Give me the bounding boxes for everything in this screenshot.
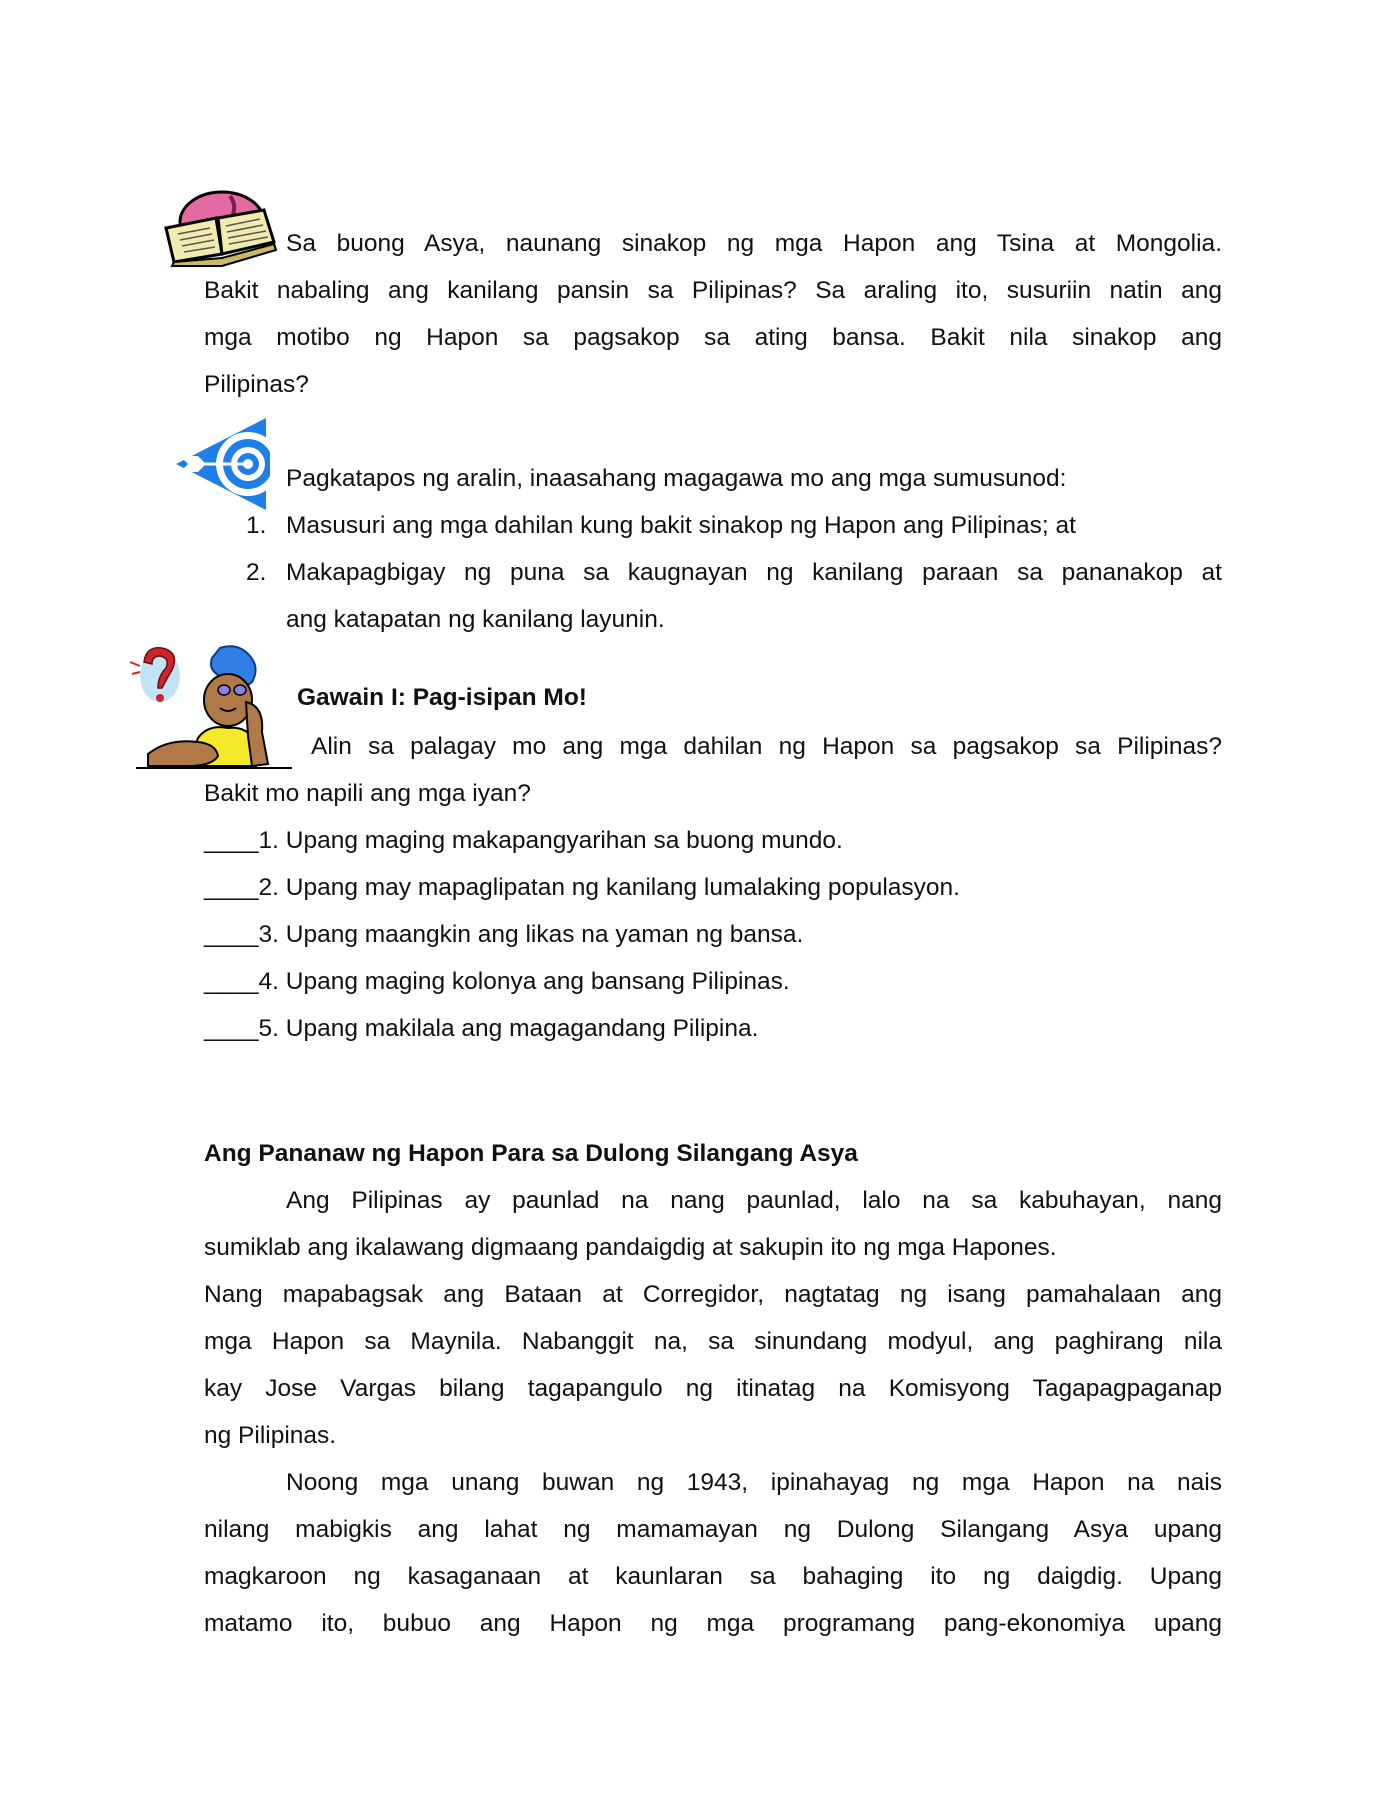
section-line-7: Noong mga unang buwan ng 1943, ipinahayag ng mga Hapon na nais [286, 1469, 1222, 1496]
section-line-8: nilang mabigkis ang lahat ng mamamayan ng Dulong Silangang Asya upang [204, 1516, 1222, 1543]
section-line-5: kay Jose Vargas bilang tagapangulo ng itinatag na Komisyong Tagapagpaganap [204, 1375, 1222, 1402]
objective-item-1-number: 1. [246, 512, 267, 539]
choice-5[interactable] [204, 1014, 758, 1044]
target-arrow-icon [170, 414, 270, 514]
section-line-4: mga Hapon sa Maynila. Nabanggit na, sa sinundang modyul, ang paghirang nila [204, 1328, 1222, 1355]
answer-blank[interactable]: ____ [204, 968, 259, 995]
choice-text: 5. Upang makilala ang magagandang Pilipina. [258, 1015, 759, 1042]
objective-item-1-text: Masusuri ang mga dahilan kung bakit sinakop ng Hapon ang Pilipinas; at [286, 512, 1076, 539]
section-line-1: Ang Pilipinas ay paunlad na nang paunlad, lalo na sa kabuhayan, nang [286, 1187, 1222, 1214]
open-book-icon [160, 188, 280, 268]
choice-2[interactable] [204, 873, 960, 903]
choice-text: 1. Upang maging makapangyarihan sa buong mundo. [258, 827, 843, 854]
thinking-person-question-icon [128, 642, 298, 772]
choice-3[interactable] [204, 920, 803, 950]
section-line-3: Nang mapabagsak ang Bataan at Corregidor, nagtatag ng isang pamahalaan ang [204, 1281, 1222, 1308]
objective-item-2-text: Makapagbigay ng puna sa kaugnayan ng kanilang paraan sa pananakop at [286, 559, 1222, 586]
intro-line-3: mga motibo ng Hapon sa pagsakop sa ating bansa. Bakit nila sinakop ang [204, 324, 1222, 351]
section-heading: Ang Pananaw ng Hapon Para sa Dulong Silangang Asya [204, 1140, 858, 1167]
section-line-9: magkaroon ng kasaganaan at kaunlaran sa bahaging ito ng daigdig. Upang [204, 1563, 1222, 1590]
answer-blank[interactable]: ____ [204, 1015, 259, 1042]
intro-line-1: Sa buong Asya, naunang sinakop ng mga Hapon ang Tsina at Mongolia. [286, 230, 1222, 257]
objective-item-2-text-cont: ang katapatan ng kanilang layunin. [286, 606, 665, 633]
section-line-10: matamo ito, bubuo ang Hapon ng mga programang pang-ekonomiya upang [204, 1610, 1222, 1637]
activity-prompt-line-1: Alin sa palagay mo ang mga dahilan ng Hapon sa pagsakop sa Pilipinas? [311, 733, 1222, 760]
objective-item-2-number: 2. [246, 559, 267, 586]
activity-title: Gawain I: Pag-isipan Mo! [297, 684, 587, 711]
choice-text: 3. Upang maangkin ang likas na yaman ng bansa. [258, 921, 804, 948]
objectives-lead: Pagkatapos ng aralin, inaasahang magagawa mo ang mga sumusunod: [286, 465, 1067, 492]
choice-4[interactable] [204, 967, 790, 997]
section-line-2: sumiklab ang ikalawang digmaang pandaigdig at sakupin ito ng mga Hapones. [204, 1234, 1057, 1261]
activity-prompt-line-2: Bakit mo napili ang mga iyan? [204, 780, 531, 807]
choice-text: 2. Upang may mapaglipatan ng kanilang lumalaking populasyon. [258, 874, 960, 901]
answer-blank[interactable]: ____ [204, 874, 259, 901]
answer-blank[interactable]: ____ [204, 827, 259, 854]
intro-line-2: Bakit nabaling ang kanilang pansin sa Pilipinas? Sa araling ito, susuriin natin ang [204, 277, 1222, 304]
choice-1[interactable] [204, 826, 843, 856]
section-line-6: ng Pilipinas. [204, 1422, 337, 1449]
choice-text: 4. Upang maging kolonya ang bansang Pilipinas. [258, 968, 790, 995]
answer-blank[interactable]: ____ [204, 921, 259, 948]
intro-line-4: Pilipinas? [204, 371, 309, 398]
